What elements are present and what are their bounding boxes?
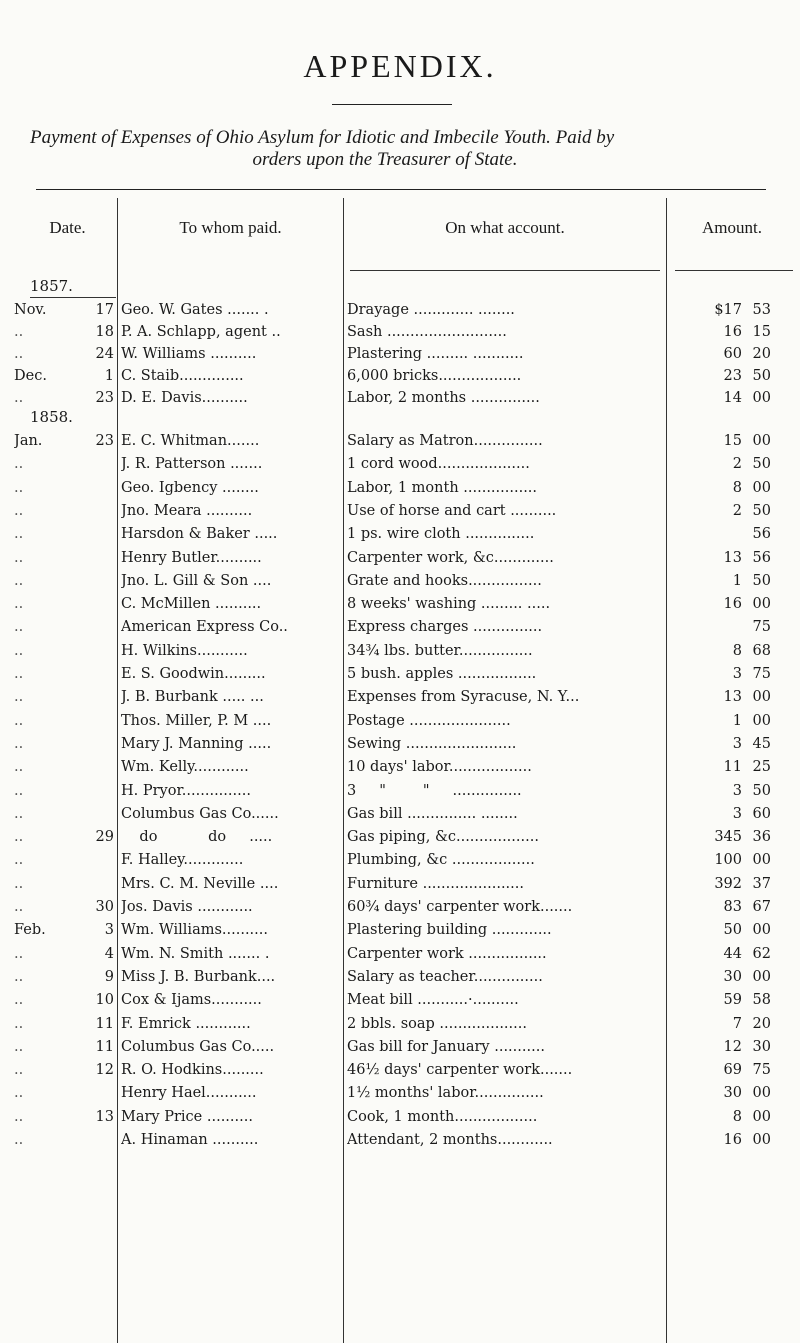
month-cell: .. xyxy=(14,875,24,892)
month-cell: .. xyxy=(14,1015,24,1032)
account-cell: Plastering building ............. xyxy=(347,922,552,939)
table-row xyxy=(0,734,800,755)
dollars-cell: 3 xyxy=(732,735,742,752)
table-top-rule xyxy=(36,189,766,190)
day-cell: 23 xyxy=(95,390,114,406)
month-cell: .. xyxy=(14,735,24,752)
account-cell: 1 cord wood.................... xyxy=(347,456,530,473)
month-cell: .. xyxy=(14,549,24,566)
payee-cell: F. Halley............. xyxy=(121,852,244,869)
cents-cell: 00 xyxy=(752,1108,771,1125)
dollars-cell: 3 xyxy=(732,782,742,799)
account-cell: 2 bbls. soap ................... xyxy=(347,1015,527,1032)
table-row xyxy=(0,897,800,918)
table-row xyxy=(0,594,800,615)
dollars-cell: 2 xyxy=(732,456,742,473)
month-cell: .. xyxy=(14,805,24,822)
payee-cell: A. Hinaman .......... xyxy=(121,1132,259,1148)
payee-cell: D. E. Davis.......... xyxy=(121,390,248,406)
day-cell: 17 xyxy=(95,302,114,318)
payee-cell: C. McMillen .......... xyxy=(121,596,262,613)
dollars-cell: 14 xyxy=(723,390,742,406)
dollars-cell: 44 xyxy=(723,945,742,962)
day-cell: 24 xyxy=(95,346,114,362)
month-cell: .. xyxy=(14,689,24,706)
cents-cell: 58 xyxy=(752,992,771,1009)
cents-cell: 62 xyxy=(752,945,771,962)
payee-cell: H. Pryor............... xyxy=(121,782,251,799)
dollars-cell: 83 xyxy=(723,899,742,915)
dollars-cell: 69 xyxy=(723,1062,742,1079)
payee-cell: Wm. Kelly............ xyxy=(121,759,249,776)
cents-cell: 20 xyxy=(752,1015,771,1032)
dollars-cell: 12 xyxy=(723,1038,742,1055)
table-row xyxy=(0,944,800,965)
day-cell: 10 xyxy=(95,992,114,1009)
table-row xyxy=(0,990,800,1011)
account-cell: Carpenter work ................. xyxy=(347,945,547,962)
account-cell: 1½ months' labor............... xyxy=(347,1085,544,1102)
table-row xyxy=(0,1037,800,1058)
month-cell: .. xyxy=(14,666,24,682)
month-cell: .. xyxy=(14,1132,24,1148)
cents-cell: 50 xyxy=(752,572,771,589)
dollars-cell: 8 xyxy=(732,1108,742,1125)
payee-cell: Mary J. Manning ..... xyxy=(121,735,272,752)
account-cell: Expenses from Syracuse, N. Y... xyxy=(347,689,580,706)
table-row xyxy=(0,617,800,638)
dollars-cell: 16 xyxy=(723,596,742,613)
payee-cell: Geo. W. Gates ....... . xyxy=(121,302,269,318)
account-cell: Plastering ......... ........... xyxy=(347,346,524,362)
dollars-cell: 16 xyxy=(723,1132,742,1148)
table-row xyxy=(0,1014,800,1035)
payee-cell: Columbus Gas Co..... xyxy=(121,1038,275,1055)
payee-cell: Mrs. C. M. Neville .... xyxy=(121,875,279,892)
dollars-cell: 30 xyxy=(723,1085,742,1102)
account-cell: 34¾ lbs. butter................ xyxy=(347,642,533,659)
account-cell: Plumbing, &c .................. xyxy=(347,852,535,869)
account-cell: 1 ps. wire cloth ............... xyxy=(347,526,535,543)
cents-cell: 37 xyxy=(752,875,771,892)
payee-cell: E. C. Whitman....... xyxy=(121,433,260,449)
cents-cell: 45 xyxy=(752,735,771,752)
month-cell: .. xyxy=(14,346,24,362)
payee-cell: Thos. Miller, P. M .... xyxy=(121,712,272,729)
table-row xyxy=(0,1083,800,1104)
table-row xyxy=(0,388,800,409)
account-cell: 3 " " ............... xyxy=(347,782,522,799)
payee-cell: W. Williams .......... xyxy=(121,346,257,362)
day-cell: 3 xyxy=(104,922,114,939)
account-cell: Salary as Matron............... xyxy=(347,433,543,449)
dollars-cell: 11 xyxy=(723,759,742,776)
day-cell: 1 xyxy=(104,368,114,384)
caption-line-2: orders upon the Treasurer of State. xyxy=(252,149,518,170)
payee-cell: C. Staib.............. xyxy=(121,368,244,384)
payee-cell: E. S. Goodwin......... xyxy=(121,666,266,682)
month-cell: .. xyxy=(14,899,24,915)
day-cell: 13 xyxy=(95,1108,114,1125)
caption-line-1: Payment of Expenses of Ohio Asylum for Idiotic and Imbecile Youth. Paid by xyxy=(30,127,615,148)
account-cell: 5 bush. apples ................. xyxy=(347,666,537,682)
payee-cell: Jos. Davis ............ xyxy=(121,899,253,915)
payee-cell: Wm. Williams.......... xyxy=(121,922,268,939)
account-cell: Labor, 2 months ............... xyxy=(347,390,540,406)
payee-cell: Geo. Igbency ........ xyxy=(121,479,259,496)
cents-cell: 36 xyxy=(752,829,771,846)
day-cell: 9 xyxy=(104,968,114,985)
cents-cell: 75 xyxy=(752,1062,771,1079)
account-cell: Furniture ...................... xyxy=(347,875,524,892)
cents-cell: 15 xyxy=(752,324,771,340)
account-cell: Sewing ........................ xyxy=(347,735,517,752)
month-cell: .. xyxy=(14,642,24,659)
cents-cell: 50 xyxy=(752,502,771,519)
account-cell: Carpenter work, &c............. xyxy=(347,549,554,566)
cents-cell: 50 xyxy=(752,782,771,799)
cents-cell: 00 xyxy=(752,433,771,449)
account-cell: Drayage ............. ........ xyxy=(347,302,515,318)
dollars-cell: 23 xyxy=(723,368,742,384)
account-cell: Use of horse and cart .......... xyxy=(347,502,557,519)
payee-cell: American Express Co.. xyxy=(121,619,288,636)
payee-cell: do do ..... xyxy=(121,829,273,846)
cents-cell: 75 xyxy=(752,619,771,636)
payee-cell: Harsdon & Baker ..... xyxy=(121,526,278,543)
cents-cell: 67 xyxy=(752,899,771,915)
dollars-cell: 30 xyxy=(723,968,742,985)
month-cell: .. xyxy=(14,992,24,1009)
year-underline xyxy=(30,297,116,298)
table-row xyxy=(0,967,800,988)
month-cell: .. xyxy=(14,945,24,962)
month-cell: Feb. xyxy=(14,922,46,939)
account-cell: Labor, 1 month ................ xyxy=(347,479,538,496)
month-cell: .. xyxy=(14,572,24,589)
table-row xyxy=(0,711,800,732)
cents-cell: 53 xyxy=(752,302,771,318)
table-row xyxy=(0,687,800,708)
account-cell: 60¾ days' carpenter work....... xyxy=(347,899,573,915)
payee-cell: J. R. Patterson ....... xyxy=(121,456,263,473)
account-cell: 46½ days' carpenter work....... xyxy=(347,1062,573,1079)
table-row xyxy=(0,431,800,452)
account-cell: Gas bill for January ........... xyxy=(347,1038,545,1055)
account-cell: Attendant, 2 months............ xyxy=(347,1132,553,1148)
month-cell: .. xyxy=(14,968,24,985)
cents-cell: 56 xyxy=(752,526,771,543)
table-row xyxy=(0,781,800,802)
dollars-cell: 100 xyxy=(714,852,742,869)
month-cell: .. xyxy=(14,829,24,846)
month-cell: .. xyxy=(14,479,24,496)
year-label-1858: 1858. xyxy=(30,408,73,426)
account-cell: 8 weeks' washing ......... ..... xyxy=(347,596,551,613)
payee-cell: P. A. Schlapp, agent .. xyxy=(121,324,281,340)
dollars-cell: 8 xyxy=(732,479,742,496)
payee-cell: Jno. L. Gill & Son .... xyxy=(121,572,272,589)
month-cell: .. xyxy=(14,1108,24,1125)
cents-cell: 00 xyxy=(752,596,771,613)
cents-cell: 60 xyxy=(752,805,771,822)
cents-cell: 50 xyxy=(752,368,771,384)
day-cell: 30 xyxy=(95,899,114,915)
table-row xyxy=(0,641,800,662)
dollars-cell: 345 xyxy=(714,829,742,846)
month-cell: .. xyxy=(14,456,24,473)
table-row xyxy=(0,548,800,569)
payee-cell: Cox & Ijams........... xyxy=(121,992,262,1009)
table-row xyxy=(0,454,800,475)
table-row xyxy=(0,920,800,941)
payee-cell: Miss J. B. Burbank.... xyxy=(121,968,276,985)
dollars-cell: 60 xyxy=(723,346,742,362)
account-cell: Cook, 1 month.................. xyxy=(347,1108,538,1125)
account-cell: Gas bill ............... ........ xyxy=(347,805,518,822)
month-cell: .. xyxy=(14,619,24,636)
table-row xyxy=(0,300,800,321)
cents-cell: 00 xyxy=(752,1085,771,1102)
dollars-cell: 2 xyxy=(732,502,742,519)
month-cell: .. xyxy=(14,1085,24,1102)
month-cell: .. xyxy=(14,502,24,519)
table-row xyxy=(0,1107,800,1128)
month-cell: .. xyxy=(14,1062,24,1079)
month-cell: .. xyxy=(14,526,24,543)
table-row xyxy=(0,478,800,499)
payee-cell: H. Wilkins........... xyxy=(121,642,248,659)
day-cell: 11 xyxy=(95,1038,114,1055)
table-row xyxy=(0,874,800,895)
cents-cell: 00 xyxy=(752,852,771,869)
dollars-cell: 3 xyxy=(732,666,742,682)
dollars-cell: 3 xyxy=(732,805,742,822)
header-account: On what account. xyxy=(445,218,565,237)
month-cell: .. xyxy=(14,712,24,729)
dollars-cell: 16 xyxy=(723,324,742,340)
cents-cell: 00 xyxy=(752,712,771,729)
dollars-cell: 1 xyxy=(732,572,742,589)
table-row xyxy=(0,757,800,778)
day-cell: 12 xyxy=(95,1062,114,1079)
dollars-cell: 8 xyxy=(732,642,742,659)
month-cell: .. xyxy=(14,324,24,340)
cents-cell: 00 xyxy=(752,922,771,939)
payee-cell: R. O. Hodkins......... xyxy=(121,1062,264,1079)
payee-cell: Mary Price .......... xyxy=(121,1108,253,1125)
short-rule xyxy=(332,104,452,105)
payee-cell: J. B. Burbank ..... ... xyxy=(121,689,264,706)
dollars-cell: 1 xyxy=(732,712,742,729)
table-row xyxy=(0,524,800,545)
cents-cell: 68 xyxy=(752,642,771,659)
cents-cell: 25 xyxy=(752,759,771,776)
payee-cell: F. Emrick ............ xyxy=(121,1015,251,1032)
cents-cell: 30 xyxy=(752,1038,771,1055)
header-to-whom: To whom paid. xyxy=(179,218,282,237)
day-cell: 18 xyxy=(95,324,114,340)
account-cell: Express charges ............... xyxy=(347,619,543,636)
appendix-heading: APPENDIX. xyxy=(303,48,497,84)
payee-cell: Wm. N. Smith ....... . xyxy=(121,945,270,962)
month-cell: .. xyxy=(14,759,24,776)
account-cell: Sash .......................... xyxy=(347,324,507,340)
table-row xyxy=(0,501,800,522)
day-cell: 23 xyxy=(95,433,114,449)
table-row xyxy=(0,1060,800,1081)
account-cell: Salary as teacher............... xyxy=(347,968,543,985)
day-cell: 29 xyxy=(95,829,114,846)
dollars-cell: 50 xyxy=(723,922,742,939)
dollars-cell: 392 xyxy=(714,875,742,892)
account-cell: 6,000 bricks.................. xyxy=(347,368,522,384)
year-label-1857: 1857. xyxy=(30,277,73,295)
cents-cell: 00 xyxy=(752,479,771,496)
cents-cell: 00 xyxy=(752,689,771,706)
month-cell: .. xyxy=(14,390,24,406)
account-cell: Gas piping, &c.................. xyxy=(347,829,539,846)
cents-cell: 00 xyxy=(752,968,771,985)
dollars-cell: 13 xyxy=(723,689,742,706)
table-row xyxy=(0,804,800,825)
month-cell: .. xyxy=(14,852,24,869)
dollars-cell: 13 xyxy=(723,549,742,566)
table-row xyxy=(0,1130,800,1151)
month-cell: Dec. xyxy=(14,368,47,384)
cents-cell: 00 xyxy=(752,1132,771,1148)
account-header-rule xyxy=(350,270,660,271)
payee-cell: Jno. Meara .......... xyxy=(121,502,253,519)
payee-cell: Henry Hael........... xyxy=(121,1085,257,1102)
header-amount: Amount. xyxy=(702,218,762,237)
dollars-cell: 59 xyxy=(723,992,742,1009)
account-cell: 10 days' labor.................. xyxy=(347,759,532,776)
table-row xyxy=(0,827,800,848)
account-cell: Postage ...................... xyxy=(347,712,511,729)
dollars-cell: $17 xyxy=(714,302,742,318)
table-row xyxy=(0,850,800,871)
dollars-cell: 15 xyxy=(723,433,742,449)
day-cell: 4 xyxy=(104,945,114,962)
table-row xyxy=(0,366,800,387)
account-cell: Grate and hooks................ xyxy=(347,572,542,589)
cents-cell: 50 xyxy=(752,456,771,473)
month-cell: Nov. xyxy=(14,302,47,318)
account-cell: Meat bill ...........·.......... xyxy=(347,992,519,1009)
day-cell: 11 xyxy=(95,1015,114,1032)
table-row xyxy=(0,664,800,685)
table-row xyxy=(0,322,800,343)
header-date: Date. xyxy=(49,218,86,237)
table-row xyxy=(0,571,800,592)
month-cell: .. xyxy=(14,1038,24,1055)
payee-cell: Columbus Gas Co...... xyxy=(121,805,279,822)
cents-cell: 75 xyxy=(752,666,771,682)
cents-cell: 20 xyxy=(752,346,771,362)
amount-header-rule xyxy=(675,270,793,271)
payee-cell: Henry Butler.......... xyxy=(121,549,262,566)
month-cell: .. xyxy=(14,782,24,799)
dollars-cell: 7 xyxy=(732,1015,742,1032)
month-cell: .. xyxy=(14,596,24,613)
table-row xyxy=(0,344,800,365)
month-cell: Jan. xyxy=(14,433,43,449)
table-caption xyxy=(30,127,790,171)
cents-cell: 00 xyxy=(752,390,771,406)
cents-cell: 56 xyxy=(752,549,771,566)
